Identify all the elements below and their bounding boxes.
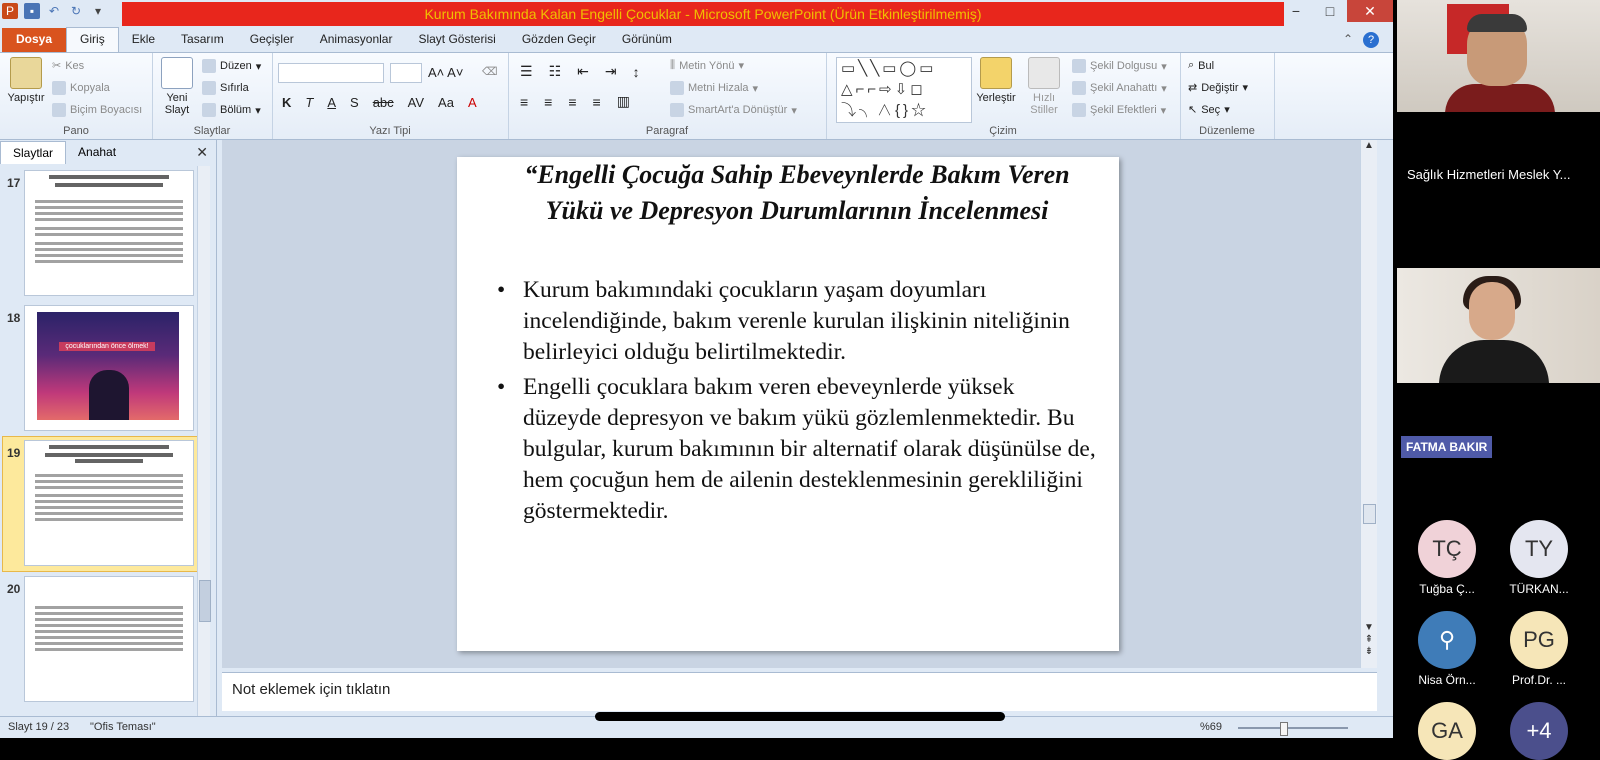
reset-label: Sıfırla bbox=[220, 82, 249, 94]
align-text-button[interactable]: Metni Hizala ▾ bbox=[670, 81, 758, 95]
ribbon-tabs bbox=[0, 28, 1393, 52]
smartart-icon bbox=[670, 103, 684, 117]
quick-styles-icon bbox=[1028, 57, 1060, 89]
reset-button[interactable] bbox=[202, 81, 249, 95]
font-color-button[interactable]: A bbox=[467, 95, 477, 110]
tab-transitions[interactable]: Geçişler bbox=[249, 32, 294, 46]
select-button[interactable]: ↖ Seç ▾ bbox=[1188, 103, 1230, 116]
powerpoint-logo-icon: P bbox=[2, 3, 18, 19]
drawing-group-label: Çizim bbox=[989, 125, 1017, 137]
paste-button[interactable] bbox=[4, 57, 48, 104]
decrease-indent-icon[interactable]: ⇤ bbox=[577, 63, 589, 79]
arrange-label: Yerleştir bbox=[976, 92, 1016, 104]
home-indicator bbox=[595, 712, 1005, 721]
align-text-icon bbox=[670, 81, 684, 95]
tab-file[interactable]: Dosya bbox=[2, 28, 66, 52]
tab-view[interactable]: Görünüm bbox=[621, 32, 672, 46]
avatar: TY bbox=[1510, 520, 1568, 578]
replace-icon: ⇄ bbox=[1188, 82, 1198, 94]
zoom-level[interactable]: %69 bbox=[1200, 721, 1223, 733]
shape-effects-label: Şekil Efektleri bbox=[1090, 104, 1157, 116]
section-icon bbox=[202, 103, 216, 117]
notes-placeholder: Not eklemek için tıklatın bbox=[232, 681, 391, 698]
current-slide[interactable] bbox=[457, 157, 1119, 651]
bullet-item bbox=[497, 275, 1097, 368]
redo-icon[interactable]: ↻ bbox=[70, 4, 82, 18]
cut-label: Kes bbox=[65, 59, 85, 72]
zoom-slider[interactable] bbox=[1238, 727, 1348, 729]
copy-icon bbox=[52, 81, 66, 95]
speaker-label: Sağlık Hizmetleri Meslek Y... bbox=[1407, 167, 1571, 182]
ribbon bbox=[0, 52, 1393, 140]
change-case-button[interactable]: Aa bbox=[438, 95, 454, 110]
slide-editor bbox=[222, 140, 1377, 668]
clipboard-icon bbox=[10, 57, 42, 89]
copy-label: Kopyala bbox=[70, 82, 110, 94]
drawing-group bbox=[826, 53, 1181, 139]
shape-outline-button[interactable]: Şekil Anahattı ▾ bbox=[1072, 81, 1167, 95]
find-button[interactable] bbox=[1188, 59, 1214, 72]
participant-name: TÜRKAN... bbox=[1509, 582, 1569, 596]
bullet-text: Engelli çocuklara bakım veren ebeveynlerde yüksek düzeyde depresyon ve bakım yükü gözlemlenmektedir. Bu bulgular, kurum bakımının bir alternatif olarak düşünülse de, hem çocuğun hem de ailenin desteklenmesinin gerekliliğini göstermektedir. bbox=[523, 374, 1096, 524]
font-group bbox=[272, 53, 509, 139]
participant-name: Tuğba Ç... bbox=[1419, 582, 1475, 596]
replace-button[interactable]: ⇄ Değiştir ▾ bbox=[1188, 81, 1249, 94]
fill-bucket-icon bbox=[1072, 59, 1086, 73]
section-button[interactable]: Bölüm ▾ bbox=[202, 103, 261, 117]
tab-insert[interactable]: Ekle bbox=[131, 32, 156, 46]
font-size-input[interactable] bbox=[390, 63, 422, 83]
tab-home[interactable]: Giriş bbox=[66, 27, 119, 52]
participant-tile[interactable] bbox=[1407, 702, 1487, 760]
increase-indent-icon[interactable]: ⇥ bbox=[604, 63, 617, 79]
bullet-item bbox=[497, 372, 1097, 527]
shape-outline-label: Şekil Anahattı bbox=[1090, 82, 1158, 94]
theme-name: "Ofis Teması" bbox=[90, 721, 156, 733]
maximize-button[interactable]: □ bbox=[1325, 3, 1335, 19]
close-panel-icon[interactable]: ✕ bbox=[196, 144, 208, 160]
thumbnail-number: 17 bbox=[7, 176, 21, 190]
slide-counter: Slayt 19 / 23 bbox=[8, 721, 70, 733]
avatar: TÇ bbox=[1418, 520, 1476, 578]
font-group-label: Yazı Tipi bbox=[369, 125, 411, 137]
participant-video-2[interactable] bbox=[1397, 268, 1600, 383]
window-title: Kurum Bakımında Kalan Engelli Çocuklar - Microsoft PowerPoint (Ürün Etkinleştirilmemiş) bbox=[122, 2, 1284, 26]
quick-styles-label: Hızlı Stiller bbox=[1030, 92, 1058, 116]
thumbnail-preview bbox=[24, 440, 194, 566]
copy-button[interactable] bbox=[52, 81, 110, 95]
scroll-thumb[interactable] bbox=[1363, 504, 1376, 524]
shape-fill-button[interactable]: Şekil Dolgusu ▾ bbox=[1072, 59, 1167, 73]
quick-styles-button[interactable] bbox=[1024, 57, 1064, 116]
tab-slides[interactable]: Slaytlar bbox=[0, 141, 66, 164]
bold-button[interactable]: K bbox=[282, 95, 292, 110]
tab-slideshow[interactable]: Slayt Gösterisi bbox=[418, 32, 496, 46]
shape-fill-label: Şekil Dolgusu bbox=[1090, 60, 1158, 72]
thumbnail-preview bbox=[24, 576, 194, 702]
panel-scrollbar[interactable] bbox=[197, 166, 210, 716]
line-spacing-icon[interactable]: ↕ bbox=[632, 63, 640, 80]
font-name-input[interactable] bbox=[278, 63, 384, 83]
effects-icon bbox=[1072, 103, 1086, 117]
quick-access-toolbar bbox=[2, 3, 106, 19]
grow-font-icon[interactable]: A˄ A˅ bbox=[428, 65, 464, 80]
new-slide-icon bbox=[161, 57, 193, 89]
layout-icon bbox=[202, 59, 216, 73]
thumbnail-number: 18 bbox=[7, 311, 21, 325]
replace-label: Değiştir bbox=[1201, 81, 1239, 94]
brush-icon bbox=[52, 103, 66, 117]
participant-name-tag: FATMA BAKIR bbox=[1401, 436, 1492, 458]
arrange-icon bbox=[980, 57, 1012, 89]
shape-effects-button[interactable]: Şekil Efektleri ▾ bbox=[1072, 103, 1166, 117]
paragraph-group-label: Paragraf bbox=[645, 125, 689, 137]
justify-icon[interactable]: ≡ bbox=[592, 93, 601, 110]
new-slide-button[interactable] bbox=[156, 57, 198, 116]
smartart-label: SmartArt'a Dönüştür bbox=[688, 104, 788, 116]
paragraph-group bbox=[508, 53, 827, 139]
bullet-dot: • bbox=[497, 277, 506, 303]
char-spacing-button[interactable]: AV bbox=[407, 95, 425, 110]
minimize-button[interactable]: − bbox=[1291, 3, 1301, 19]
editing-group bbox=[1180, 53, 1275, 139]
undo-icon[interactable]: ↶ bbox=[48, 4, 60, 18]
paste-label: Yapıştır bbox=[7, 92, 45, 104]
avatar: GA bbox=[1418, 702, 1476, 760]
participant-tile[interactable] bbox=[1407, 520, 1487, 596]
format-painter-button[interactable] bbox=[52, 103, 142, 117]
clipboard-group-label: Pano bbox=[63, 125, 89, 137]
tab-design[interactable]: Tasarım bbox=[181, 32, 224, 46]
participant-tile[interactable] bbox=[1407, 611, 1487, 687]
tab-animations[interactable]: Animasyonlar bbox=[319, 32, 393, 46]
binoculars-icon: ⌕ bbox=[1188, 59, 1195, 71]
prev-next-slide-icons[interactable]: ▼ ⇞ ⇟ bbox=[1364, 622, 1374, 657]
more-count: +4 bbox=[1510, 702, 1568, 760]
notes-pane[interactable] bbox=[222, 672, 1377, 711]
thumbnail-preview bbox=[24, 305, 194, 431]
thumbnail-number: 19 bbox=[7, 446, 21, 460]
text-direction-button[interactable]: ⫼ Metin Yönü ▾ bbox=[670, 59, 745, 72]
scissors-icon: ✂ bbox=[52, 60, 62, 72]
slides-group bbox=[152, 53, 273, 139]
clipboard-group bbox=[0, 53, 153, 139]
editor-scrollbar[interactable] bbox=[1360, 140, 1377, 668]
select-label: Seç bbox=[1201, 103, 1221, 116]
format-painter-label: Biçim Boyacısı bbox=[70, 104, 143, 116]
columns-icon[interactable]: ▥ bbox=[616, 93, 630, 109]
cursor-icon: ↖ bbox=[1188, 104, 1198, 116]
more-participants-button[interactable] bbox=[1499, 702, 1579, 760]
clear-format-icon[interactable]: ⌫ bbox=[482, 66, 498, 78]
thumbnail-preview bbox=[24, 170, 194, 296]
strikethrough-button[interactable]: abc bbox=[372, 95, 394, 110]
slide-panel bbox=[0, 140, 217, 720]
participant-name: Nisa Örn... bbox=[1418, 673, 1476, 687]
collapse-ribbon-icon[interactable]: ⌃ bbox=[1342, 32, 1353, 46]
bullets-icon[interactable]: ☰ bbox=[520, 63, 533, 79]
new-slide-label: Yeni Slayt bbox=[164, 92, 190, 116]
reset-icon bbox=[202, 81, 216, 95]
participant-name: Prof.Dr. ... bbox=[1511, 673, 1566, 687]
underline-button[interactable]: A bbox=[327, 95, 337, 110]
align-left-icon[interactable]: ≡ bbox=[520, 93, 529, 110]
cut-button[interactable] bbox=[52, 59, 84, 72]
smartart-button[interactable]: SmartArt'a Dönüştür ▾ bbox=[670, 103, 797, 117]
editing-group-label: Düzenleme bbox=[1199, 125, 1255, 137]
align-right-icon[interactable]: ≡ bbox=[568, 93, 577, 110]
shadow-button[interactable]: S bbox=[350, 95, 359, 110]
participant-tile[interactable] bbox=[1499, 520, 1579, 596]
avatar: PG bbox=[1510, 611, 1568, 669]
close-button[interactable]: ✕ bbox=[1347, 0, 1393, 22]
scroll-up-icon[interactable]: ▲ bbox=[1364, 140, 1374, 151]
title-bar bbox=[0, 0, 1393, 28]
thumbnail-image bbox=[37, 312, 179, 420]
layout-label: Düzen bbox=[220, 60, 252, 72]
slide-title[interactable]: “Engelli Çocuğa Sahip Ebeveynlerde Bakım Veren Yükü ve Depresyon Durumlarının İncelenmesi bbox=[524, 160, 1070, 225]
user-icon: ⚲ bbox=[1418, 611, 1476, 669]
thumbnail-caption: çocuklarından önce ölmek! bbox=[59, 342, 155, 351]
slide-body[interactable] bbox=[497, 275, 1097, 531]
bullet-dot: • bbox=[497, 374, 506, 400]
numbering-icon[interactable]: ☷ bbox=[548, 63, 562, 79]
find-label: Bul bbox=[1198, 59, 1215, 72]
align-center-icon[interactable]: ≡ bbox=[544, 93, 553, 110]
participant-video-1[interactable] bbox=[1397, 0, 1600, 112]
tab-review[interactable]: Gözden Geçir bbox=[521, 32, 596, 46]
slides-group-label: Slaytlar bbox=[193, 125, 231, 137]
save-icon[interactable]: ▪ bbox=[24, 3, 40, 19]
participant-tile[interactable] bbox=[1499, 611, 1579, 687]
zoom-slider-knob[interactable] bbox=[1280, 722, 1288, 736]
help-icon[interactable]: ? bbox=[1363, 32, 1379, 48]
section-label: Bölüm bbox=[220, 104, 252, 116]
shapes-gallery[interactable]: ▭╲╲▭◯▭ △⌐⌐⇨⇩◻ ⤵╮∧{}☆ bbox=[836, 57, 972, 123]
arrange-button[interactable] bbox=[974, 57, 1018, 104]
thumbnail-number: 20 bbox=[7, 582, 21, 596]
align-text-label: Metni Hizala bbox=[688, 82, 749, 94]
text-direction-label: Metin Yönü bbox=[679, 59, 735, 72]
tab-outline[interactable]: Anahat bbox=[78, 145, 117, 159]
layout-button[interactable]: Düzen ▾ bbox=[202, 59, 261, 73]
bullet-text: Kurum bakımındaki çocukların yaşam doyumları incelendiğinde, bakım verenle kurulan ilişkinin niteliğinin belirleyici olduğu belirtilmektedir. bbox=[523, 277, 1070, 365]
pen-icon bbox=[1072, 81, 1086, 95]
meeting-panel bbox=[1393, 0, 1600, 743]
italic-button[interactable]: T bbox=[305, 95, 314, 110]
customize-qat-icon[interactable]: ▾ bbox=[94, 4, 102, 18]
text-direction-icon: ⫼ bbox=[670, 59, 676, 71]
